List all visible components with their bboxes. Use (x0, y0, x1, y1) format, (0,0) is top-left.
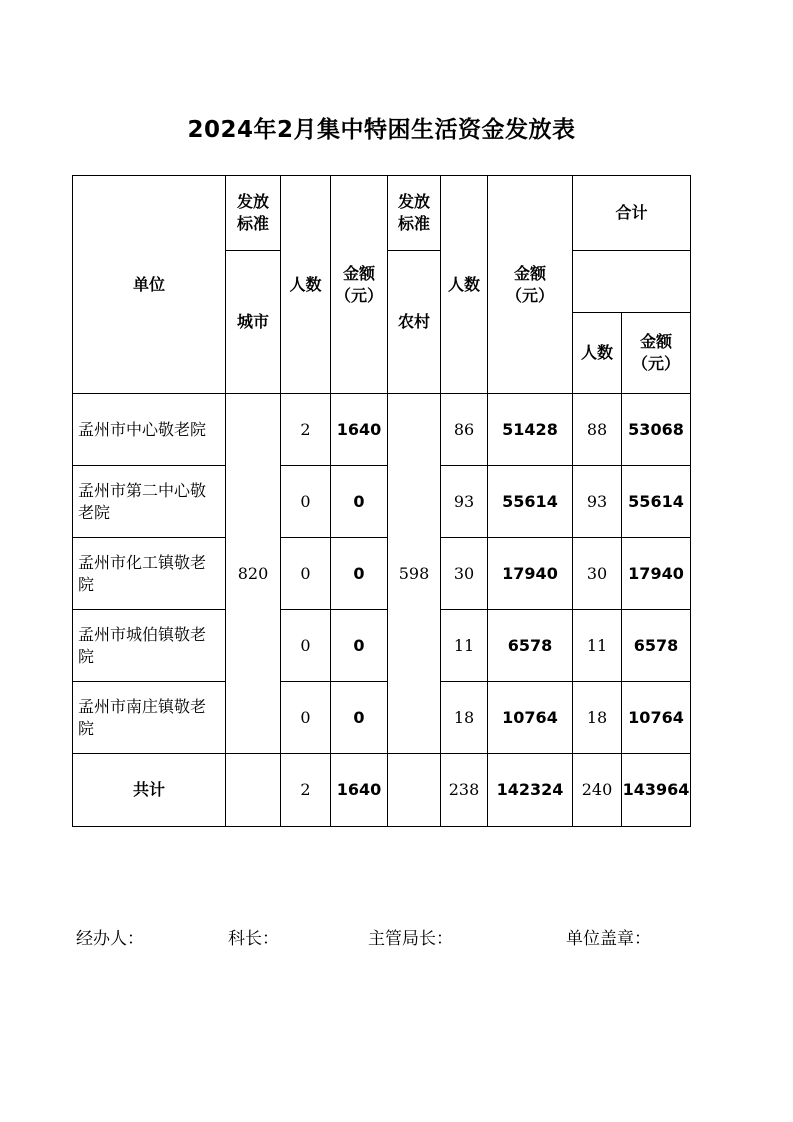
header-city: 城市 (226, 251, 281, 394)
header-city-count: 人数 (281, 176, 331, 394)
total-amount: 53068 (622, 394, 691, 466)
total-amount: 10764 (622, 682, 691, 754)
total-count: 11 (573, 610, 622, 682)
table-row (73, 466, 691, 538)
header-rural-amount: 金额（元） (488, 176, 573, 394)
summary-total-count: 240 (573, 754, 622, 827)
summary-city-count: 2 (281, 754, 331, 827)
rural-count: 86 (441, 394, 488, 466)
table-row (73, 682, 691, 754)
rural-count: 30 (441, 538, 488, 610)
page-title: 2024年2月集中特困生活资金发放表 (187, 117, 576, 143)
header-total-amount: 金额（元） (622, 313, 691, 394)
rural-amount: 55614 (488, 466, 573, 538)
unit-name: 孟州市第二中心敬老院 (73, 466, 226, 538)
header-rural-count: 人数 (441, 176, 488, 394)
city-amount: 0 (331, 538, 388, 610)
header-rural-standard: 发放标准 (388, 176, 441, 251)
footer-seal: 单位盖章： (566, 929, 651, 949)
total-amount: 55614 (622, 466, 691, 538)
footer-director: 主管局长： (368, 929, 453, 949)
rural-standard-value: 598 (388, 394, 441, 754)
city-amount: 0 (331, 610, 388, 682)
header-rural: 农村 (388, 251, 441, 394)
header-total-count: 人数 (573, 313, 622, 394)
total-count: 93 (573, 466, 622, 538)
city-count: 0 (281, 682, 331, 754)
total-count: 18 (573, 682, 622, 754)
table-row (73, 610, 691, 682)
summary-row (73, 754, 691, 827)
unit-name: 孟州市中心敬老院 (73, 394, 226, 466)
header-total-spacer (573, 251, 691, 313)
allowance-table (72, 175, 691, 827)
summary-city-standard-empty (226, 754, 281, 827)
header-total: 合计 (573, 176, 691, 251)
rural-count: 11 (441, 610, 488, 682)
city-count: 0 (281, 610, 331, 682)
rural-count: 93 (441, 466, 488, 538)
unit-name: 孟州市城伯镇敬老院 (73, 610, 226, 682)
rural-amount: 10764 (488, 682, 573, 754)
city-count: 0 (281, 538, 331, 610)
unit-name: 孟州市南庄镇敬老院 (73, 682, 226, 754)
header-unit: 单位 (73, 176, 226, 394)
total-amount: 6578 (622, 610, 691, 682)
summary-city-amount: 1640 (331, 754, 388, 827)
table-row (73, 538, 691, 610)
rural-amount: 17940 (488, 538, 573, 610)
total-count: 88 (573, 394, 622, 466)
header-city-amount: 金额（元） (331, 176, 388, 394)
header-city-standard: 发放标准 (226, 176, 281, 251)
summary-rural-count: 238 (441, 754, 488, 827)
summary-label: 共计 (73, 754, 226, 827)
summary-total-amount: 143964 (622, 754, 691, 827)
city-amount: 1640 (331, 394, 388, 466)
total-amount: 17940 (622, 538, 691, 610)
city-count: 0 (281, 466, 331, 538)
summary-rural-amount: 142324 (488, 754, 573, 827)
total-count: 30 (573, 538, 622, 610)
footer-handler: 经办人： (76, 929, 144, 949)
table-row (73, 394, 691, 466)
city-standard-value: 820 (226, 394, 281, 754)
rural-amount: 51428 (488, 394, 573, 466)
city-count: 2 (281, 394, 331, 466)
city-amount: 0 (331, 466, 388, 538)
summary-rural-standard-empty (388, 754, 441, 827)
city-amount: 0 (331, 682, 388, 754)
rural-count: 18 (441, 682, 488, 754)
rural-amount: 6578 (488, 610, 573, 682)
unit-name: 孟州市化工镇敬老院 (73, 538, 226, 610)
footer-section-chief: 科长： (228, 929, 279, 949)
